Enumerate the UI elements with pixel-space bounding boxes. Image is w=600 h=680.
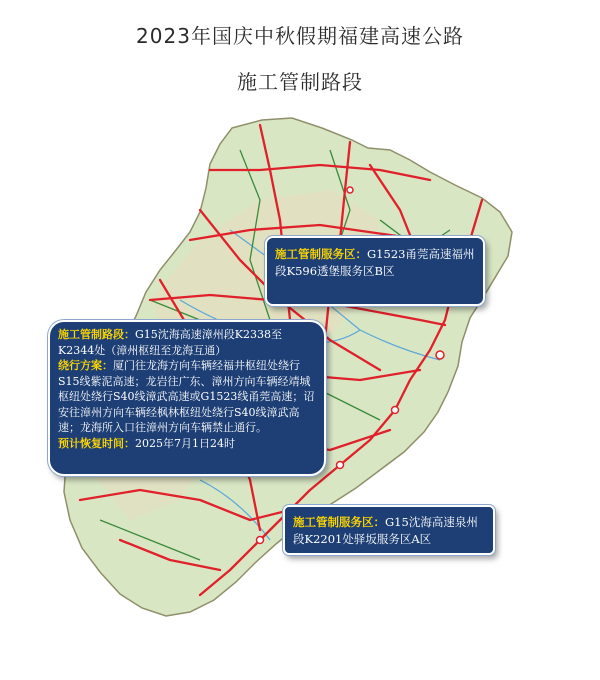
section-label: 施工管制路段： [58, 328, 135, 341]
service-area-label: 施工管制服务区： [293, 515, 385, 529]
service-area-callout-fuzhou [265, 236, 485, 306]
restore-time-text: 2025年7月1日24时 [135, 436, 235, 450]
construction-section-callout [48, 320, 326, 476]
section-text: G15沈海高速漳州段K2338至K2344处（漳州枢纽至龙海互通） [58, 328, 282, 357]
detour-label: 绕行方案： [58, 359, 113, 372]
restore-time-label: 预计恢复时间： [58, 436, 135, 450]
detour-text: 厦门往龙海方向车辆经福井枢纽处绕行S15线紫泥高速；龙岩往广东、漳州方向车辆经靖城枢纽处绕行S40线漳武高速或G1523线甬莞高速；诏安往漳州方向车辆经枫林枢纽处绕行S40线漳武高速；龙海所入口往漳州方向车辆禁止通行。 [58, 359, 315, 434]
map-subtitle: 施工管制路段 [237, 70, 363, 94]
service-area-text: G1523甬莞高速福州段K596透堡服务区B区 [275, 247, 475, 278]
service-area-label: 施工管制服务区： [275, 247, 367, 261]
map-title: 2023年国庆中秋假期福建高速公路 [136, 24, 464, 48]
service-area-callout-quanzhou [283, 505, 495, 555]
service-area-text: G15沈海高速泉州段K2201处驿坂服务区A区 [293, 515, 478, 546]
